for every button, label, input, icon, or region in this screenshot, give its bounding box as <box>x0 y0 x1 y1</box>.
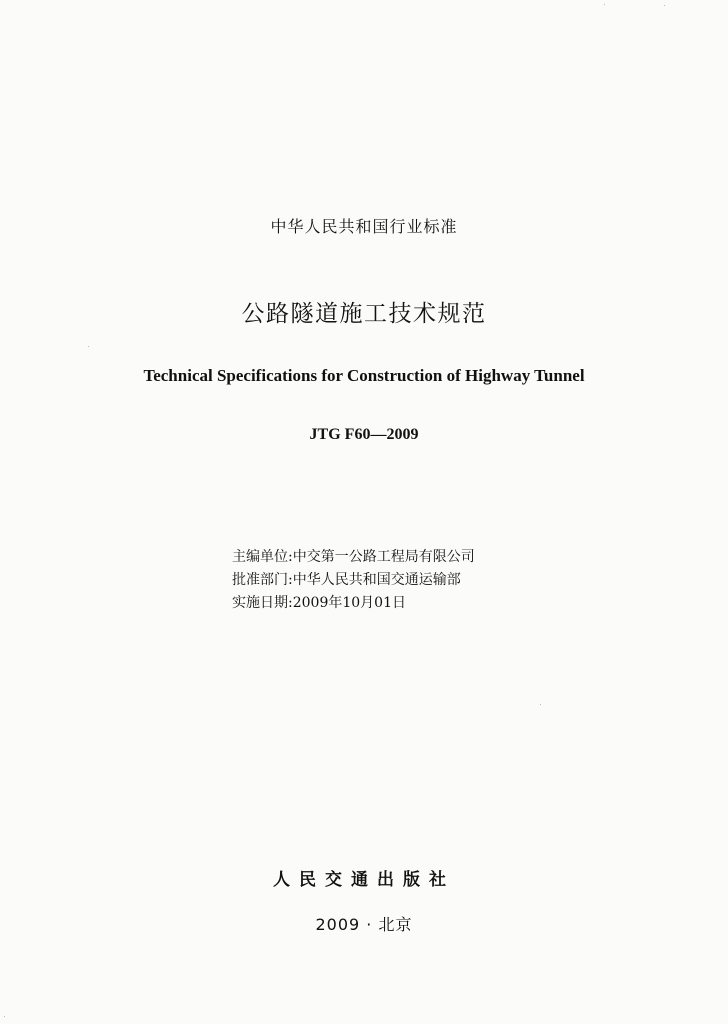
scan-speck <box>540 704 541 705</box>
chinese-title: 公路隧道施工技术规范 <box>241 301 487 327</box>
meta-value: 2009年10月01日 <box>292 595 406 611</box>
publication-info <box>232 546 475 615</box>
publisher-name: 人民交通出版社 <box>273 870 455 890</box>
meta-row-editor: 主编单位:中交第一公路工程局有限公司 <box>232 549 475 565</box>
english-title: Technical Specifications for Construction of Highway Tunnel <box>143 366 585 385</box>
standard-code: JTG F60—2009 <box>309 426 419 443</box>
meta-value: 中华人民共和国交通运输部 <box>292 572 461 588</box>
meta-row-approver: 批准部门:中华人民共和国交通运输部 <box>232 572 461 588</box>
place-date: 2009 · 北京 <box>315 915 413 934</box>
meta-label: 实施日期 <box>232 595 288 611</box>
scan-speck <box>88 346 89 347</box>
standard-label: 中华人民共和国行业标准 <box>270 217 458 236</box>
meta-label: 主编单位 <box>232 549 288 565</box>
meta-value: 中交第一公路工程局有限公司 <box>292 549 475 565</box>
meta-row-date: 实施日期:2009年10月01日 <box>232 595 406 611</box>
scan-speck <box>604 4 605 5</box>
scan-speck <box>4 1016 5 1017</box>
scan-speck <box>664 5 665 6</box>
meta-label: 批准部门 <box>232 572 288 588</box>
